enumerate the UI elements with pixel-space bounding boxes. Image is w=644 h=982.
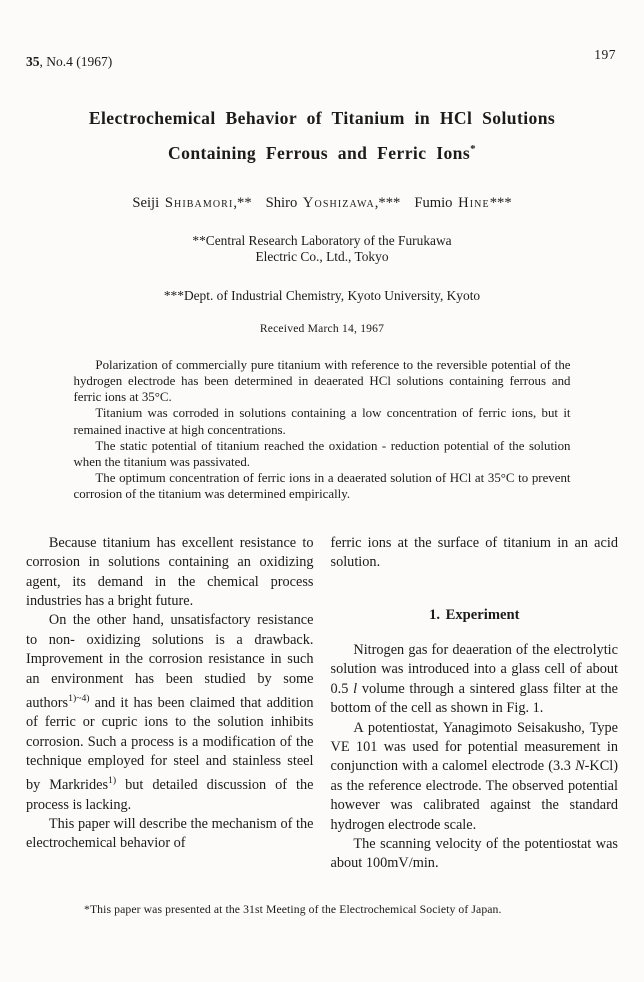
author-name [414,195,511,211]
title-line-2-text: Containing Ferrous and Ferric Ions [168,142,471,163]
affiliation-1-line-2: Electric Co., Ltd., Tokyo [255,248,389,264]
journal-reference [26,54,112,70]
author-given-name: Shiro [265,194,298,211]
authors-line [0,195,644,212]
issue-info: , No.4 (1967) [39,54,113,69]
body-paragraph: Titanium was corroded in solutions containing a low concentration of ferric ions, but it remained inactive at high concentrations. [73,406,571,437]
body-paragraph: On the other hand, unsatisfactory resistance to non- oxidizing solutions is a drawback. Improvement in the corrosion resistance in such an environment has been studied by some authors$^{1)\sim 4)}$ and it has been claimed that addition of ferric or cupric ions to the solution inhibits corrosion. Such a process is a modification of the technique employed for steel and stainless steel by Markrides$^{1)}$ but detailed discussion of the process is lacking. [26,612,314,813]
body-paragraph: ferric ions at the surface of titanium in an acid solution. [330,534,618,571]
author-given-name: Seiji [132,194,160,211]
author-family-name: Yoshizawa [302,194,375,211]
superscript-reference: 1)~4) [68,692,90,704]
italic-term: N [575,758,585,775]
superscript-reference: 1) [108,775,117,787]
author-given-name: Fumio [414,194,453,211]
left-column-paragraphs [26,534,314,854]
italic-term: l [353,680,358,697]
author-name [132,195,251,211]
right-column [331,534,619,874]
body-paragraph: The static potential of titanium reached the oxidation - reduction potential of the solution when the titanium was passivated. [73,438,571,470]
received-date: Received March 14, 1967 [259,321,385,335]
left-column [26,534,314,874]
body-columns [26,534,618,874]
abstract [74,357,571,503]
affiliation-2: ***Dept. of Industrial Chemistry, Kyoto University, Kyoto [163,287,481,303]
author-family-name: Hine [458,194,490,211]
body-paragraph: This paper will describe the mechanism of the electrochemical behavior of [26,815,314,852]
author-footnote-mark: *** [489,194,512,211]
page-header [0,0,644,70]
volume-number: 35 [26,54,40,69]
title-line-2 [10,134,634,169]
body-paragraph: The scanning velocity of the potentiostat was about 100mV/min. [330,835,618,872]
right-column-paragraphs [331,641,619,874]
affiliation-1 [0,233,644,265]
section-heading-experiment: 1. Experiment [429,606,520,623]
title-line-1: Electrochemical Behavior of Titanium in HCl Solutions [88,108,556,128]
author-family-name: Shibamori [164,194,234,211]
author-name [266,195,401,211]
body-paragraph: The optimum concentration of ferric ions in a deaerated solution of HCl at 35°C to prevent corrosion of the titanium was determined empirically. [73,471,571,502]
body-paragraph: Polarization of commercially pure titanium with reference to the reversible potential of the hydrogen electrode has been determined in deaerated HCl solutions containing ferrous and ferric ions at 35°C. [73,357,571,405]
presentation-footnote: *This paper was presented at the 31st Meeting of the Electrochemical Society of Japan. [84,903,502,916]
body-paragraph: Nitrogen gas for deaeration of the electrolytic solution was introduced into a glass cell of about 0.5 l volume through a sintered glass filter at the bottom of the cell as shown in Fig. 1. [330,641,619,717]
body-paragraph: A potentiostat, Yanagimoto Seisakusho, Type VE 101 was used for potential measurement in conjunction with a calomel electrode (3.3 N-KCl) as the reference electrode. The observed potential however was calibrated against the standard hydrogen electrode scale. [330,719,618,833]
body-paragraph: Because titanium has excellent resistance to corrosion in solutions containing an oxidizing agent, its demand in the chemical process industries has a bright future. [26,534,314,609]
author-footnote-mark: ,*** [374,194,401,211]
article-title [10,103,634,169]
page-number: 197 [594,47,616,62]
affiliation-1-line-1: **Central Research Laboratory of the Furukawa [192,232,452,248]
author-footnote-mark: ,** [233,194,252,211]
right-column-continuation [331,534,619,573]
title-footnote-marker: * [470,143,476,155]
